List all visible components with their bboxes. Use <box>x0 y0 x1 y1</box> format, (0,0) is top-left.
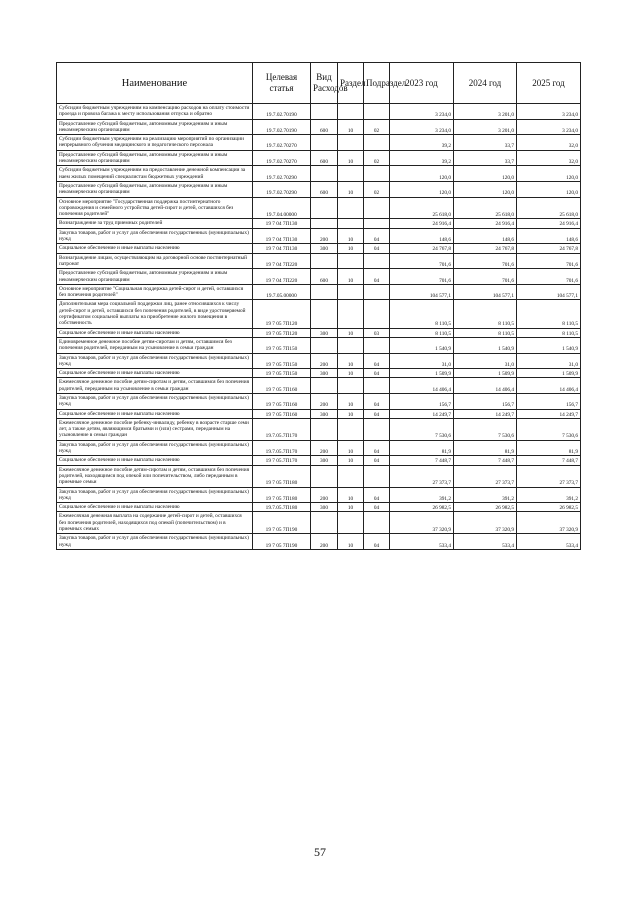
table-row <box>57 119 581 135</box>
table-row <box>57 337 581 353</box>
cell-article: 19.7.02.70190 <box>253 104 311 120</box>
cell-section: 10 <box>338 503 364 512</box>
cell-2023: 1 509,9 <box>390 369 454 378</box>
cell-2024: 27 373,7 <box>454 465 517 487</box>
cell-2025: 8 110,5 <box>517 328 581 337</box>
cell-article: 19.7.05.7П170 <box>253 440 311 456</box>
cell-2023: 8 110,5 <box>390 300 454 328</box>
table-row <box>57 465 581 487</box>
cell-2024: 3 201,0 <box>454 104 517 120</box>
cell-article: 19.7.05.7П180 <box>253 503 311 512</box>
cell-2024: 24 916,4 <box>454 219 517 228</box>
cell-2024: 8 110,5 <box>454 328 517 337</box>
cell-2024: 7 448,7 <box>454 456 517 465</box>
cell-name: Закупка товаров, работ и услуг для обеспечения государственных (муниципальных) нужд <box>57 440 253 456</box>
cell-subsection <box>364 253 390 269</box>
cell-name: Предоставление субсидий бюджетным, автономным учреждениям и иным некоммерческим организациям <box>57 150 253 166</box>
budget-table-sheet <box>56 62 580 550</box>
cell-section <box>338 197 364 219</box>
cell-article: 19 7 05 7П120 <box>253 328 311 337</box>
cell-article: 19 7 04 7П220 <box>253 253 311 269</box>
cell-name: Субсидии бюджетным учреждениям на реализацию мероприятий по организации непрерывного обучения медицинского и педагогического персонала <box>57 135 253 151</box>
cell-2024: 701,6 <box>454 269 517 285</box>
cell-expense-type <box>311 465 338 487</box>
table-row <box>57 353 581 369</box>
cell-subsection: 03 <box>364 328 390 337</box>
cell-subsection: 04 <box>364 409 390 418</box>
table-row <box>57 487 581 503</box>
cell-2024: 8 110,5 <box>454 300 517 328</box>
table-row <box>57 253 581 269</box>
cell-subsection: 02 <box>364 181 390 197</box>
cell-section: 10 <box>338 269 364 285</box>
cell-2025: 27 373,7 <box>517 465 581 487</box>
cell-expense-type <box>311 104 338 120</box>
table-row <box>57 409 581 418</box>
cell-article: 19 7 05 7П150 <box>253 337 311 353</box>
cell-name: Социальное обеспечение и иные выплаты населению <box>57 328 253 337</box>
cell-subsection <box>364 166 390 182</box>
cell-expense-type: 300 <box>311 409 338 418</box>
cell-2025: 104 577,1 <box>517 284 581 300</box>
cell-article: 19.7.02.70290 <box>253 166 311 182</box>
cell-article: 19.7.02.70190 <box>253 119 311 135</box>
cell-section: 10 <box>338 228 364 244</box>
cell-expense-type <box>311 512 338 534</box>
cell-2025: 120,0 <box>517 181 581 197</box>
cell-expense-type: 600 <box>311 181 338 197</box>
table-row <box>57 150 581 166</box>
cell-article: 19 7 05 7П180 <box>253 487 311 503</box>
cell-expense-type: 300 <box>311 328 338 337</box>
cell-section: 10 <box>338 244 364 253</box>
cell-2024: 81,9 <box>454 440 517 456</box>
cell-2024: 701,6 <box>454 253 517 269</box>
cell-2025: 1 540,9 <box>517 337 581 353</box>
cell-expense-type <box>311 284 338 300</box>
cell-2024: 14 406,4 <box>454 378 517 394</box>
col-header-2024: 2024 год <box>454 63 517 104</box>
table-row <box>57 300 581 328</box>
cell-section: 10 <box>338 487 364 503</box>
cell-name: Ежемесячное денежное пособие ребенку-инвалиду, ребенку в возрасте старше семи лет, а также детям, являющимся братьями и (или) сестрами, переданным на усыновление в семьи граждан <box>57 418 253 440</box>
cell-subsection <box>364 512 390 534</box>
cell-section <box>338 219 364 228</box>
cell-2025: 148,6 <box>517 228 581 244</box>
cell-expense-type <box>311 135 338 151</box>
cell-subsection <box>364 300 390 328</box>
table-row <box>57 269 581 285</box>
table-row <box>57 135 581 151</box>
table-row <box>57 228 581 244</box>
cell-expense-type: 200 <box>311 534 338 550</box>
cell-2025: 3 234,0 <box>517 104 581 120</box>
cell-expense-type: 300 <box>311 369 338 378</box>
cell-2024: 24 767,8 <box>454 244 517 253</box>
cell-article: 19 7 05 7П160 <box>253 378 311 394</box>
cell-2025: 120,0 <box>517 166 581 182</box>
budget-table <box>56 62 581 550</box>
cell-2023: 37 320,9 <box>390 512 454 534</box>
cell-section <box>338 135 364 151</box>
cell-subsection <box>364 378 390 394</box>
cell-expense-type: 600 <box>311 119 338 135</box>
table-row <box>57 328 581 337</box>
cell-2023: 39,2 <box>390 135 454 151</box>
cell-2024: 156,7 <box>454 393 517 409</box>
cell-subsection: 04 <box>364 228 390 244</box>
cell-subsection <box>364 465 390 487</box>
cell-subsection: 04 <box>364 353 390 369</box>
cell-2025: 156,7 <box>517 393 581 409</box>
cell-article: 19.7.04.00000 <box>253 197 311 219</box>
cell-2025: 37 320,9 <box>517 512 581 534</box>
table-row <box>57 284 581 300</box>
cell-name: Основное мероприятие "Социальная поддержка детей-сирот и детей, оставшихся без попечения родителей" <box>57 284 253 300</box>
cell-2023: 3 234,0 <box>390 104 454 120</box>
cell-2023: 120,0 <box>390 181 454 197</box>
cell-name: Закупка товаров, работ и услуг для обеспечения государственных (муниципальных) нужд <box>57 393 253 409</box>
cell-2023: 533,4 <box>390 534 454 550</box>
cell-subsection <box>364 219 390 228</box>
cell-2025: 7 448,7 <box>517 456 581 465</box>
cell-name: Ежемесячное денежное пособие детям-сиротам и детям, оставшимся без попечения родителей, переданным на усыновление в семьи граждан <box>57 378 253 394</box>
cell-name: Социальное обеспечение и иные выплаты населению <box>57 369 253 378</box>
cell-name: Предоставление субсидий бюджетным, автономным учреждениям и иным некоммерческим организациям <box>57 181 253 197</box>
cell-2025: 1 509,9 <box>517 369 581 378</box>
cell-subsection: 04 <box>364 440 390 456</box>
cell-2024: 120,0 <box>454 181 517 197</box>
cell-2025: 32,0 <box>517 135 581 151</box>
cell-name: Закупка товаров, работ и услуг для обеспечения государственных (муниципальных) нужд <box>57 487 253 503</box>
cell-expense-type: 300 <box>311 503 338 512</box>
cell-2024: 148,6 <box>454 228 517 244</box>
cell-expense-type <box>311 253 338 269</box>
header-row <box>57 63 581 104</box>
cell-article: 19 7 04 7П130 <box>253 244 311 253</box>
cell-section <box>338 104 364 120</box>
cell-section: 10 <box>338 456 364 465</box>
cell-section <box>338 300 364 328</box>
cell-section <box>338 284 364 300</box>
col-header-subsection: Подраздел <box>364 63 390 104</box>
cell-article: 19 7 05 7П150 <box>253 353 311 369</box>
cell-2023: 39,2 <box>390 150 454 166</box>
cell-section <box>338 512 364 534</box>
table-row <box>57 393 581 409</box>
col-header-2025: 2025 год <box>517 63 581 104</box>
col-header-article: Целевая статья <box>253 63 311 104</box>
cell-2025: 7 530,6 <box>517 418 581 440</box>
cell-2025: 533,4 <box>517 534 581 550</box>
cell-article: 19.7.02.70270 <box>253 150 311 166</box>
table-row <box>57 197 581 219</box>
cell-2023: 1 540,9 <box>390 337 454 353</box>
cell-subsection: 04 <box>364 487 390 503</box>
col-header-expense-type: Вид Расходов <box>311 63 338 104</box>
table-row <box>57 503 581 512</box>
cell-section: 10 <box>338 534 364 550</box>
cell-subsection: 04 <box>364 393 390 409</box>
cell-name: Закупка товаров, работ и услуг для обеспечения государственных (муниципальных) нужд <box>57 353 253 369</box>
cell-2025: 81,9 <box>517 440 581 456</box>
cell-name: Закупка товаров, работ и услуг для обеспечения государственных (муниципальных) нужд <box>57 228 253 244</box>
cell-expense-type: 300 <box>311 244 338 253</box>
cell-expense-type: 200 <box>311 228 338 244</box>
cell-section: 10 <box>338 181 364 197</box>
cell-2025: 3 234,0 <box>517 119 581 135</box>
table-row <box>57 512 581 534</box>
cell-expense-type <box>311 166 338 182</box>
cell-2025: 391,2 <box>517 487 581 503</box>
cell-article: 19 7 04 7П220 <box>253 269 311 285</box>
page-number: 57 <box>314 845 326 859</box>
cell-article: 19 7 05 7П160 <box>253 393 311 409</box>
cell-section: 10 <box>338 393 364 409</box>
cell-section: 10 <box>338 369 364 378</box>
cell-2024: 25 618,0 <box>454 197 517 219</box>
table-row <box>57 104 581 120</box>
cell-expense-type <box>311 300 338 328</box>
table-row <box>57 456 581 465</box>
table-row <box>57 369 581 378</box>
cell-name: Единовременное денежное пособие детям-сиротам и детям, оставшимся без попечения родителей, переданным на усыновление в семьи граждан <box>57 337 253 353</box>
cell-article: 19.7.02.70290 <box>253 181 311 197</box>
table-row <box>57 166 581 182</box>
cell-article: 19 7 04 7П130 <box>253 228 311 244</box>
cell-section: 10 <box>338 409 364 418</box>
cell-2023: 701,6 <box>390 269 454 285</box>
cell-subsection: 04 <box>364 244 390 253</box>
cell-expense-type: 200 <box>311 440 338 456</box>
cell-name: Дополнительная мера социальной поддержки лиц, ранее относившихся к числу детей-сирот и детей, оставшихся без попечения родителей, в виде удостоверяемой сертификатом социальной выплаты на приобретение жилого помещения в собственность <box>57 300 253 328</box>
table-row <box>57 219 581 228</box>
cell-subsection <box>364 337 390 353</box>
cell-2024: 31,0 <box>454 353 517 369</box>
table-row <box>57 244 581 253</box>
cell-subsection: 02 <box>364 150 390 166</box>
cell-2023: 7 448,7 <box>390 456 454 465</box>
cell-2025: 26 982,5 <box>517 503 581 512</box>
cell-2024: 33,7 <box>454 135 517 151</box>
cell-2023: 14 249,7 <box>390 409 454 418</box>
table-row <box>57 181 581 197</box>
cell-article: 19.7.05.00000 <box>253 284 311 300</box>
cell-article: 19 7 05 7П150 <box>253 369 311 378</box>
cell-article: 19 7 05 7П120 <box>253 300 311 328</box>
table-row <box>57 534 581 550</box>
cell-2024: 26 982,5 <box>454 503 517 512</box>
cell-expense-type <box>311 378 338 394</box>
cell-article: 19 7 05 7П190 <box>253 512 311 534</box>
cell-subsection <box>364 104 390 120</box>
cell-subsection: 02 <box>364 119 390 135</box>
cell-section <box>338 253 364 269</box>
cell-name: Ежемесячная денежная выплата на содержание детей-сирот и детей, оставшихся без попечения родителей, находящихся под опекой (попечительством) и в приемных семьях <box>57 512 253 534</box>
cell-section <box>338 337 364 353</box>
cell-name: Субсидии бюджетным учреждениям на предоставление денежной компенсации за наем жилых помещений специалистам бюджетных учреждений <box>57 166 253 182</box>
cell-2023: 24 916,4 <box>390 219 454 228</box>
cell-name: Предоставление субсидий бюджетным, автономным учреждениям и иным некоммерческим организациям <box>57 269 253 285</box>
table-row <box>57 418 581 440</box>
cell-2024: 1 540,9 <box>454 337 517 353</box>
cell-2025: 701,6 <box>517 269 581 285</box>
cell-2024: 104 577,1 <box>454 284 517 300</box>
cell-name: Социальное обеспечение и иные выплаты населению <box>57 244 253 253</box>
cell-expense-type: 200 <box>311 353 338 369</box>
cell-2025: 24 767,8 <box>517 244 581 253</box>
cell-expense-type <box>311 337 338 353</box>
cell-2023: 27 373,7 <box>390 465 454 487</box>
cell-name: Субсидии бюджетным учреждениям на компенсацию расходов на оплату стоимости проезда и провоза багажа к месту использования отпуска и обратно <box>57 104 253 120</box>
cell-subsection <box>364 284 390 300</box>
cell-2025: 14 406,4 <box>517 378 581 394</box>
cell-2023: 391,2 <box>390 487 454 503</box>
cell-2025: 31,0 <box>517 353 581 369</box>
cell-2023: 8 110,5 <box>390 328 454 337</box>
cell-2023: 104 577,1 <box>390 284 454 300</box>
cell-2023: 14 406,4 <box>390 378 454 394</box>
cell-2024: 37 320,9 <box>454 512 517 534</box>
cell-expense-type: 200 <box>311 393 338 409</box>
cell-subsection: 04 <box>364 269 390 285</box>
cell-2025: 25 618,0 <box>517 197 581 219</box>
cell-2023: 120,0 <box>390 166 454 182</box>
cell-section <box>338 418 364 440</box>
cell-subsection <box>364 197 390 219</box>
cell-expense-type: 600 <box>311 269 338 285</box>
cell-2023: 26 982,5 <box>390 503 454 512</box>
cell-2023: 156,7 <box>390 393 454 409</box>
cell-expense-type: 200 <box>311 487 338 503</box>
cell-2023: 701,6 <box>390 253 454 269</box>
cell-section: 10 <box>338 150 364 166</box>
cell-2024: 33,7 <box>454 150 517 166</box>
cell-2024: 391,2 <box>454 487 517 503</box>
cell-name: Ежемесячное денежное пособие детям-сиротам и детям, оставшимся без попечения родителей, находящимся под опекой или попечительством, либо переданным в приемные семьи <box>57 465 253 487</box>
cell-section <box>338 166 364 182</box>
cell-expense-type <box>311 418 338 440</box>
cell-subsection: 04 <box>364 456 390 465</box>
cell-2024: 533,4 <box>454 534 517 550</box>
cell-expense-type <box>311 197 338 219</box>
col-header-2023: 2023 год <box>390 63 454 104</box>
cell-section: 10 <box>338 440 364 456</box>
table-body <box>57 104 581 550</box>
cell-2023: 81,9 <box>390 440 454 456</box>
cell-article: 19.7.02.70270 <box>253 135 311 151</box>
cell-2025: 32,0 <box>517 150 581 166</box>
col-header-name: Наименование <box>57 63 253 104</box>
cell-2025: 24 916,4 <box>517 219 581 228</box>
cell-name: Основное мероприятие "Государственная поддержка постинтернатного сопровождения и семейного устройства детей-сирот и детей, оставшихся без попечения родителей" <box>57 197 253 219</box>
cell-name: Социальное обеспечение и иные выплаты населению <box>57 456 253 465</box>
table-row <box>57 378 581 394</box>
cell-2025: 14 249,7 <box>517 409 581 418</box>
cell-section <box>338 465 364 487</box>
cell-2024: 14 249,7 <box>454 409 517 418</box>
col-header-section: Раздел <box>338 63 364 104</box>
cell-2024: 120,0 <box>454 166 517 182</box>
cell-name: Социальное обеспечение и иные выплаты населению <box>57 409 253 418</box>
cell-section <box>338 378 364 394</box>
cell-name: Предоставление субсидий бюджетным, автономным учреждениям и иным некоммерческим организациям <box>57 119 253 135</box>
cell-subsection <box>364 418 390 440</box>
cell-article: 19 7 04 7П130 <box>253 219 311 228</box>
cell-2025: 701,6 <box>517 253 581 269</box>
cell-2023: 25 618,0 <box>390 197 454 219</box>
cell-name: Закупка товаров, работ и услуг для обеспечения государственных (муниципальных) нужд <box>57 534 253 550</box>
cell-2024: 1 509,9 <box>454 369 517 378</box>
cell-2024: 7 530,6 <box>454 418 517 440</box>
cell-2025: 8 110,5 <box>517 300 581 328</box>
cell-name: Вознаграждение лицам, осуществляющим на договорной основе постинтернатный патронат <box>57 253 253 269</box>
cell-article: 19.7.05.7П170 <box>253 418 311 440</box>
cell-subsection: 04 <box>364 503 390 512</box>
cell-subsection <box>364 135 390 151</box>
cell-article: 19 7 05 7П180 <box>253 465 311 487</box>
cell-expense-type: 300 <box>311 456 338 465</box>
cell-article: 19 7 05 7П160 <box>253 409 311 418</box>
cell-2023: 3 234,0 <box>390 119 454 135</box>
cell-article: 19 7 05 7П190 <box>253 534 311 550</box>
cell-name: Вознаграждение за труд приемных родителей <box>57 219 253 228</box>
table-row <box>57 440 581 456</box>
cell-section: 10 <box>338 328 364 337</box>
cell-2023: 31,0 <box>390 353 454 369</box>
cell-name: Социальное обеспечение и иные выплаты населению <box>57 503 253 512</box>
cell-expense-type <box>311 219 338 228</box>
cell-2023: 24 767,8 <box>390 244 454 253</box>
cell-expense-type: 600 <box>311 150 338 166</box>
cell-2023: 7 530,6 <box>390 418 454 440</box>
cell-section: 10 <box>338 119 364 135</box>
cell-2023: 148,6 <box>390 228 454 244</box>
cell-subsection: 04 <box>364 369 390 378</box>
cell-article: 19 7 05.7П170 <box>253 456 311 465</box>
cell-subsection: 04 <box>364 534 390 550</box>
cell-section: 10 <box>338 353 364 369</box>
cell-2024: 3 201,0 <box>454 119 517 135</box>
